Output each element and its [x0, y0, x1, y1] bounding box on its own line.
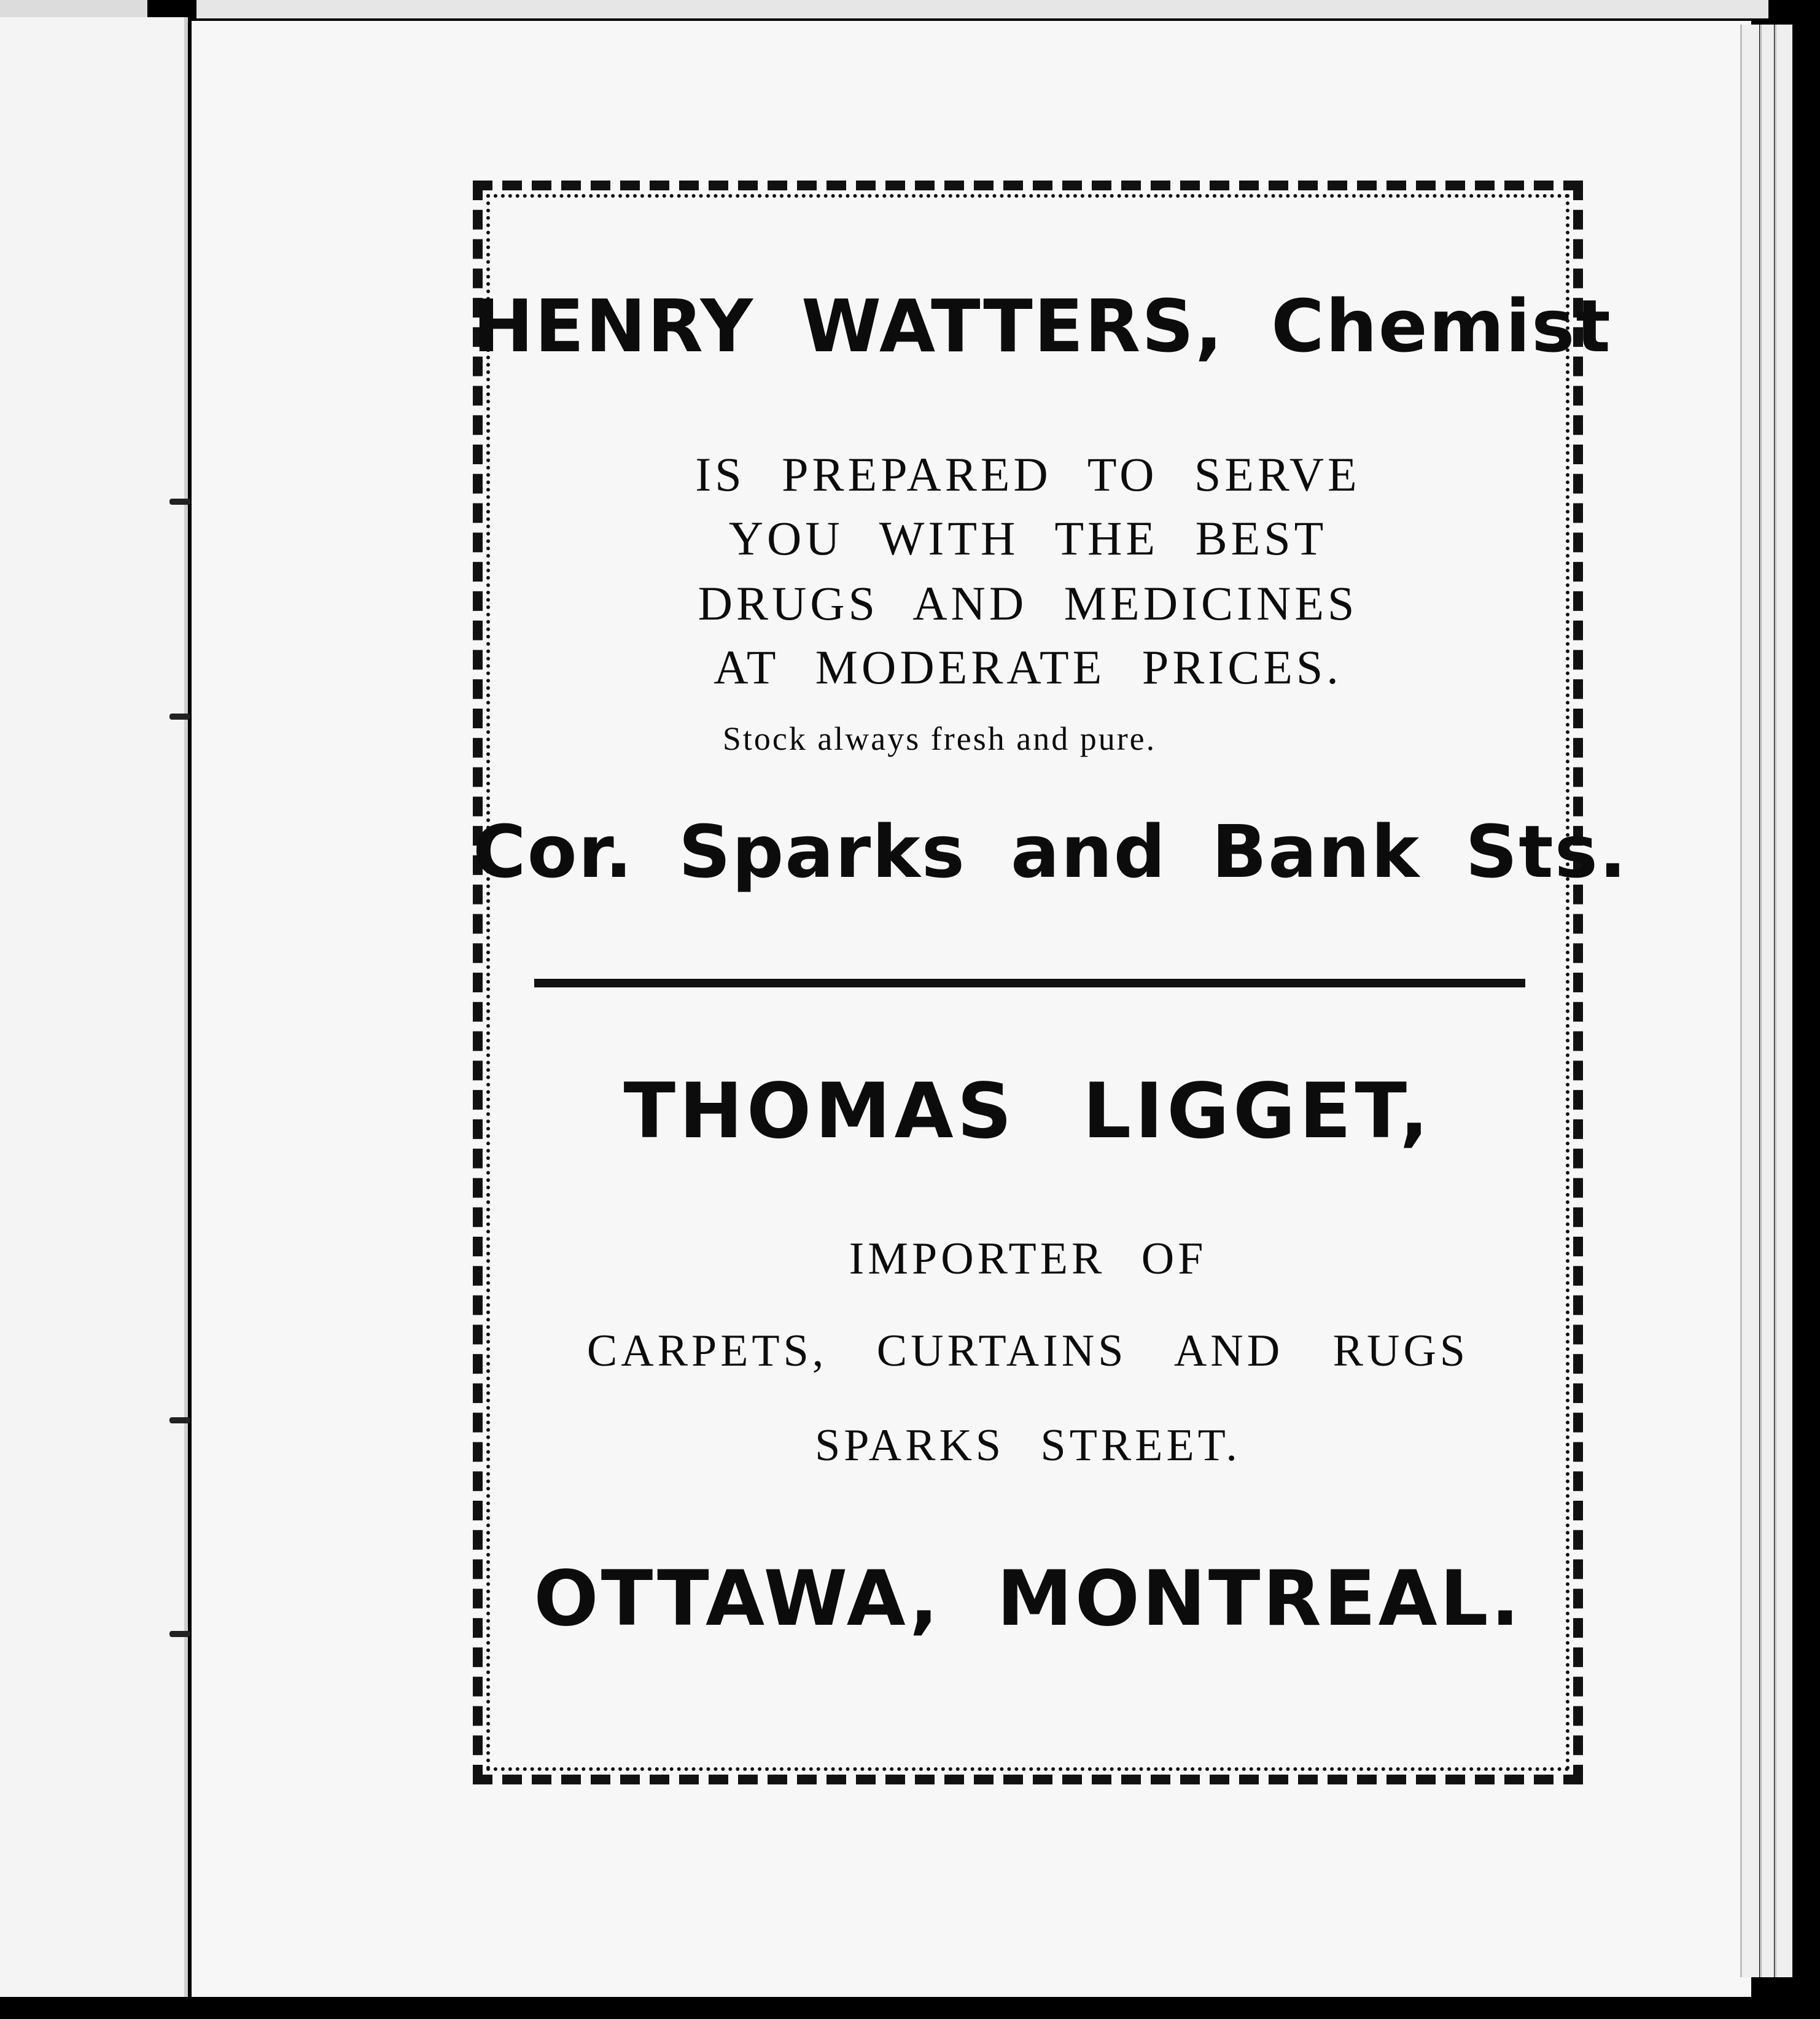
ad-thomas-ligget-cities: OTTAWA, MONTREAL.: [534, 1555, 1522, 1643]
ad-henry-watters-title: HENRY WATTERS, Chemist: [473, 284, 1612, 368]
ad-henry-watters-address: Cor. Sparks and Bank Sts.: [473, 809, 1628, 894]
ad-henry-watters-tagline: Stock always fresh and pure.: [722, 720, 1157, 757]
page-edge: [1760, 25, 1774, 1977]
binding-stitch: [169, 1631, 190, 1637]
ad-thomas-ligget-line: CARPETS, CURTAINS AND RUGS: [586, 1326, 1469, 1376]
binding-stitch: [169, 1417, 190, 1423]
divider-rule: [534, 979, 1525, 987]
top-edge-strip: [196, 0, 1768, 18]
page-edge: [1740, 25, 1759, 1977]
ad-henry-watters-body-line: YOU WITH THE BEST: [728, 512, 1328, 565]
ad-thomas-ligget-title: THOMAS LIGGET,: [623, 1067, 1433, 1156]
ad-henry-watters-body-line: IS PREPARED TO SERVE: [695, 448, 1361, 501]
binding-stitch: [169, 499, 190, 505]
top-edge-strip: [0, 0, 147, 18]
ad-thomas-ligget-line: IMPORTER OF: [849, 1234, 1207, 1284]
binding-stitch: [169, 714, 190, 720]
ad-henry-watters-body-line: AT MODERATE PRICES.: [714, 640, 1342, 694]
left-page: [0, 17, 188, 1997]
page-edge: [1775, 25, 1792, 1977]
ad-thomas-ligget-line: SPARKS STREET.: [815, 1420, 1241, 1471]
ad-henry-watters-body-line: DRUGS AND MEDICINES: [698, 577, 1358, 630]
